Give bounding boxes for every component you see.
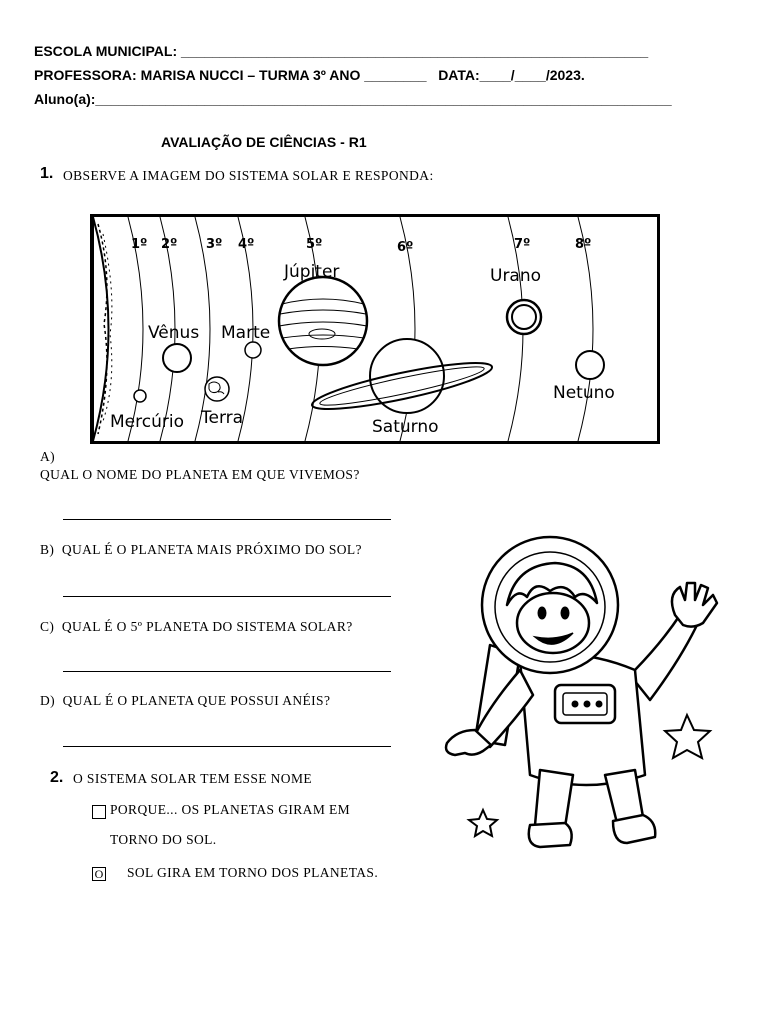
label-uranus: Urano xyxy=(490,266,542,286)
label-saturn: Saturno xyxy=(372,417,439,437)
option-1-text-line2: TORNO DO SOL. xyxy=(110,832,217,847)
answer-line-a[interactable] xyxy=(63,519,391,520)
solar-system-diagram xyxy=(90,214,660,444)
option-2-text: SOL GIRA EM TORNO DOS PLANETAS. xyxy=(127,865,379,880)
label-mercury: Mercúrio xyxy=(110,412,184,432)
question-a-text: QUAL O NOME DO PLANETA EM QUE VIVEMOS? xyxy=(40,467,360,482)
venus-planet xyxy=(163,344,191,372)
mars-planet xyxy=(245,342,261,358)
question-d-text: D) QUAL É O PLANETA QUE POSSUI ANÉIS? xyxy=(40,693,331,708)
saturn-planet xyxy=(370,339,444,413)
ordinal-2: 2º xyxy=(161,237,178,252)
page-title: AVALIAÇÃO DE CIÊNCIAS - R1 xyxy=(161,134,367,150)
question-a-label: A) xyxy=(40,449,56,464)
label-jupiter: Júpiter xyxy=(284,262,340,282)
answer-line-b[interactable] xyxy=(63,596,391,597)
question-1-text: OBSERVE A IMAGEM DO SISTEMA SOLAR E RESPONDA: xyxy=(63,168,434,183)
question-c-text: C) QUAL É O 5º PLANETA DO SISTEMA SOLAR? xyxy=(40,619,353,634)
option-1-checkbox[interactable] xyxy=(92,805,106,819)
answer-line-c[interactable] xyxy=(63,671,391,672)
label-venus: Vênus xyxy=(148,323,200,343)
star-small xyxy=(469,810,497,836)
ordinal-4: 4º xyxy=(238,237,255,252)
ordinal-8: 8º xyxy=(575,237,592,252)
option-1-text-line1: PORQUE... OS PLANETAS GIRAM EM xyxy=(110,802,351,817)
teacher-field: PROFESSORA: MARISA NUCCI – TURMA 3º ANO ________ DATA:____/____/2023. xyxy=(34,67,585,83)
astronaut-illustration xyxy=(435,525,725,855)
ordinal-5: 5º xyxy=(306,237,323,252)
ordinal-1: 1º xyxy=(131,237,148,252)
question-2-text: O SISTEMA SOLAR TEM ESSE NOME xyxy=(73,771,313,786)
ordinal-7: 7º xyxy=(514,237,531,252)
label-neptune: Netuno xyxy=(553,383,615,403)
ordinal-6: 6º xyxy=(397,240,414,255)
star-large xyxy=(665,715,710,758)
mercury-planet xyxy=(134,390,146,402)
student-field: Aluno(a):__________________________________________________________________________ xyxy=(34,91,672,107)
option-2-checkbox[interactable]: O xyxy=(92,867,106,881)
neptune-planet xyxy=(576,351,604,379)
jupiter-planet xyxy=(279,277,367,365)
question-b-text: B) QUAL É O PLANETA MAIS PRÓXIMO DO SOL? xyxy=(40,542,362,557)
question-2-number: 2. xyxy=(50,769,64,786)
ordinal-3: 3º xyxy=(206,237,223,252)
label-mars: Marte xyxy=(221,323,271,343)
answer-line-d[interactable] xyxy=(63,746,391,747)
question-1-number: 1. xyxy=(40,165,54,182)
school-field: ESCOLA MUNICIPAL: ____________________________________________________________ xyxy=(34,43,649,59)
label-earth: Terra xyxy=(201,408,244,428)
